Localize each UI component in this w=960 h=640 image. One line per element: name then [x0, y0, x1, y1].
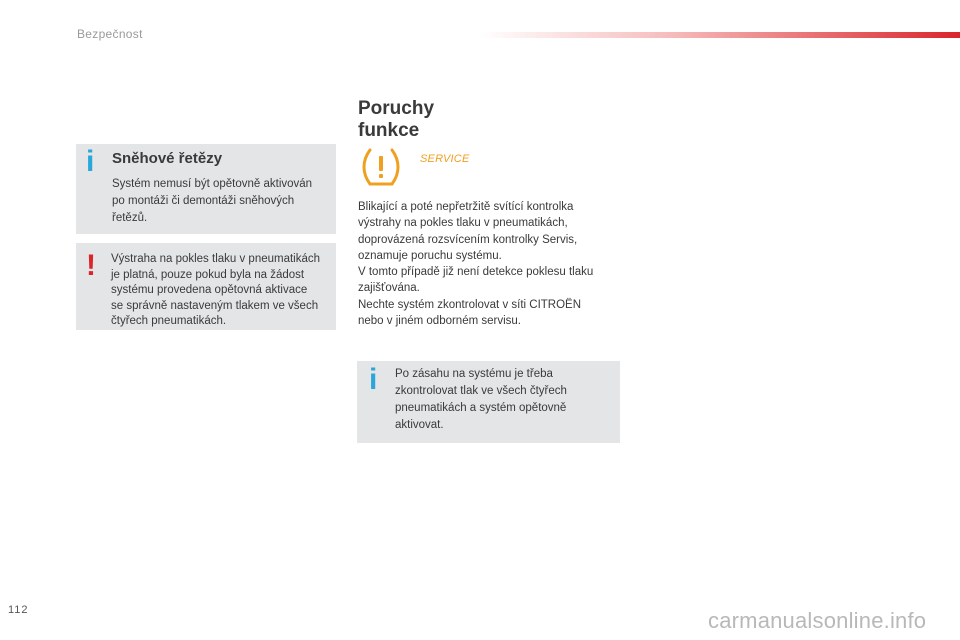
header-accent-bar	[480, 32, 960, 38]
exclamation-icon: !	[86, 249, 96, 282]
page-number: 112	[8, 604, 29, 616]
service-lamp-label: SERVICE	[420, 153, 470, 165]
warning-text: Výstraha na pokles tlaku v pneumatikách je platná, pouze pokud byla na žádost systému provedena opětovná aktivace se správně nastaveným tlakem ve všech čtyřech pneumatikách.	[111, 253, 321, 327]
watermark: carmanualsonline.info	[708, 608, 927, 633]
tyre-pressure-warning-icon	[360, 146, 402, 188]
info-icon: i	[86, 145, 95, 178]
info-icon: i	[369, 363, 378, 396]
snow-chains-text: Systém nemusí být opětovně aktivován po montáži či demontáži sněhových řetězů.	[112, 178, 313, 224]
service-note-text: Po zásahu na systému je třeba zkontrolovat tlak ve všech čtyřech pneumatikách a systém opětovně aktivovat.	[395, 368, 567, 431]
snow-chains-title: Sněhové řetězy	[112, 150, 223, 167]
malfunction-heading: Poruchy funkce	[358, 98, 435, 141]
section-title: Bezpečnost	[77, 27, 143, 41]
malfunction-text: Blikající a poté nepřetržitě svítící kontrolka výstrahy na pokles tlaku v pneumatikách, doprovázená rozsvícením kontrolky Servis, oznamuje poruchu systému. V tomto případě již není detekce poklesu tlaku zajišťována. Nechte systém zkontrolovat v síti CITROËN nebo v jiném odborném servisu.	[358, 201, 594, 328]
